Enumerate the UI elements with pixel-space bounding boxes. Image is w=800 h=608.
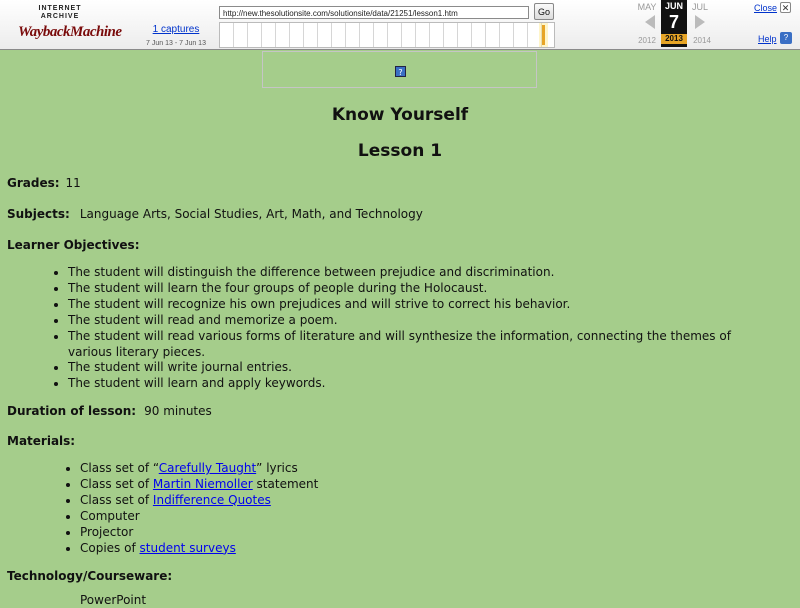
grades-field: [7, 176, 81, 191]
captures-info: [137, 24, 215, 49]
next-arrow-icon[interactable]: [695, 15, 705, 29]
list-item: [80, 493, 580, 509]
subjects-label: Subjects:: [7, 207, 70, 221]
technology-label: Technology/Courseware:: [7, 569, 173, 583]
current-month: JUN: [664, 1, 683, 11]
help-link[interactable]: Help: [758, 34, 777, 44]
subjects-value: Language Arts, Social Studies, Art, Math, and Technology: [79, 207, 423, 221]
close-icon[interactable]: ✕: [781, 3, 790, 13]
subjects-field: [7, 207, 423, 222]
list-item: • The student will distinguish the difference between prejudice and discrimination.: [68, 265, 768, 281]
next-year[interactable]: 2014: [693, 36, 711, 45]
duration-field: [7, 404, 212, 419]
list-item: • The student will learn and apply keywords.: [68, 376, 768, 392]
wayback-toolbar: [0, 0, 800, 50]
wayback-logo[interactable]: [18, 5, 122, 40]
duration-label: Duration of lesson:: [7, 404, 137, 418]
question-icon[interactable]: ?: [780, 32, 792, 44]
list-item: [80, 461, 580, 477]
technology-heading: [7, 569, 172, 584]
current-year: 2013: [661, 34, 687, 44]
grades-value: 11: [65, 176, 81, 190]
current-day: 7: [668, 12, 679, 32]
objectives-list: [51, 265, 768, 392]
captures-link[interactable]: 1 captures: [152, 24, 200, 35]
url-input[interactable]: http://new.thesolutionsite.com/solutionsite/data/21251/lesson1.htm: [219, 6, 529, 19]
logo-top-text: INTERNET ARCHIVE: [38, 5, 82, 20]
list-item: • The student will recognize his own prejudices and will strive to correct his behavior.: [68, 297, 768, 313]
materials-heading: [7, 434, 75, 449]
list-item: [80, 509, 580, 525]
material-text: Computer: [80, 508, 140, 523]
list-item: [80, 525, 580, 541]
objectives-label: Learner Objectives:: [7, 238, 140, 252]
material-text: Class set of “: [80, 461, 159, 475]
material-text: Class set of: [80, 492, 153, 507]
prev-year[interactable]: 2012: [638, 36, 656, 45]
ad-placeholder: [262, 51, 537, 88]
current-capture-date: [661, 0, 687, 47]
next-month[interactable]: JUL: [691, 2, 708, 12]
captures-range: 7 Jun 13 - 7 Jun 13: [146, 40, 206, 47]
carefully-taught-link[interactable]: Carefully Taught: [158, 461, 257, 475]
materials-list: [63, 461, 580, 556]
list-item: [80, 541, 580, 557]
page-title: Know Yourself: [331, 105, 469, 125]
close-link[interactable]: Close: [754, 3, 778, 13]
technology-item: PowerPoint: [80, 593, 147, 607]
lesson-subtitle: Lesson 1: [357, 141, 443, 161]
broken-image-icon: ?: [395, 66, 406, 77]
material-text: statement: [252, 476, 319, 491]
list-item: [80, 477, 580, 493]
logo-main-text: WaybackMachine: [18, 24, 122, 40]
materials-label: Materials:: [7, 434, 76, 448]
material-text: ” lyrics: [256, 461, 298, 475]
list-item: • The student will write journal entries.: [68, 360, 768, 376]
objectives-heading: [7, 238, 140, 253]
capture-marker[interactable]: [542, 25, 545, 45]
capture-timeline[interactable]: [219, 22, 555, 48]
prev-arrow-icon[interactable]: [645, 15, 655, 29]
material-text: Class set of: [80, 476, 153, 491]
material-text: Projector: [80, 524, 134, 539]
material-text: Copies of: [80, 540, 140, 555]
grades-label: Grades:: [7, 176, 60, 190]
list-item: • The student will read and memorize a poem.: [68, 313, 768, 329]
martin-niemoller-link[interactable]: Martin Niemoller: [152, 476, 253, 491]
list-item: • The student will learn the four groups of people during the Holocaust.: [68, 281, 768, 297]
indifference-quotes-link[interactable]: Indifference Quotes: [152, 492, 271, 507]
list-item: • The student will read various forms of literature and will synthesize the information, connecting the themes of various literary pieces.: [68, 329, 768, 361]
duration-value: 90 minutes: [144, 404, 212, 418]
prev-month[interactable]: MAY: [637, 2, 657, 12]
student-surveys-link[interactable]: student surveys: [139, 540, 236, 555]
go-button[interactable]: Go: [534, 3, 554, 20]
